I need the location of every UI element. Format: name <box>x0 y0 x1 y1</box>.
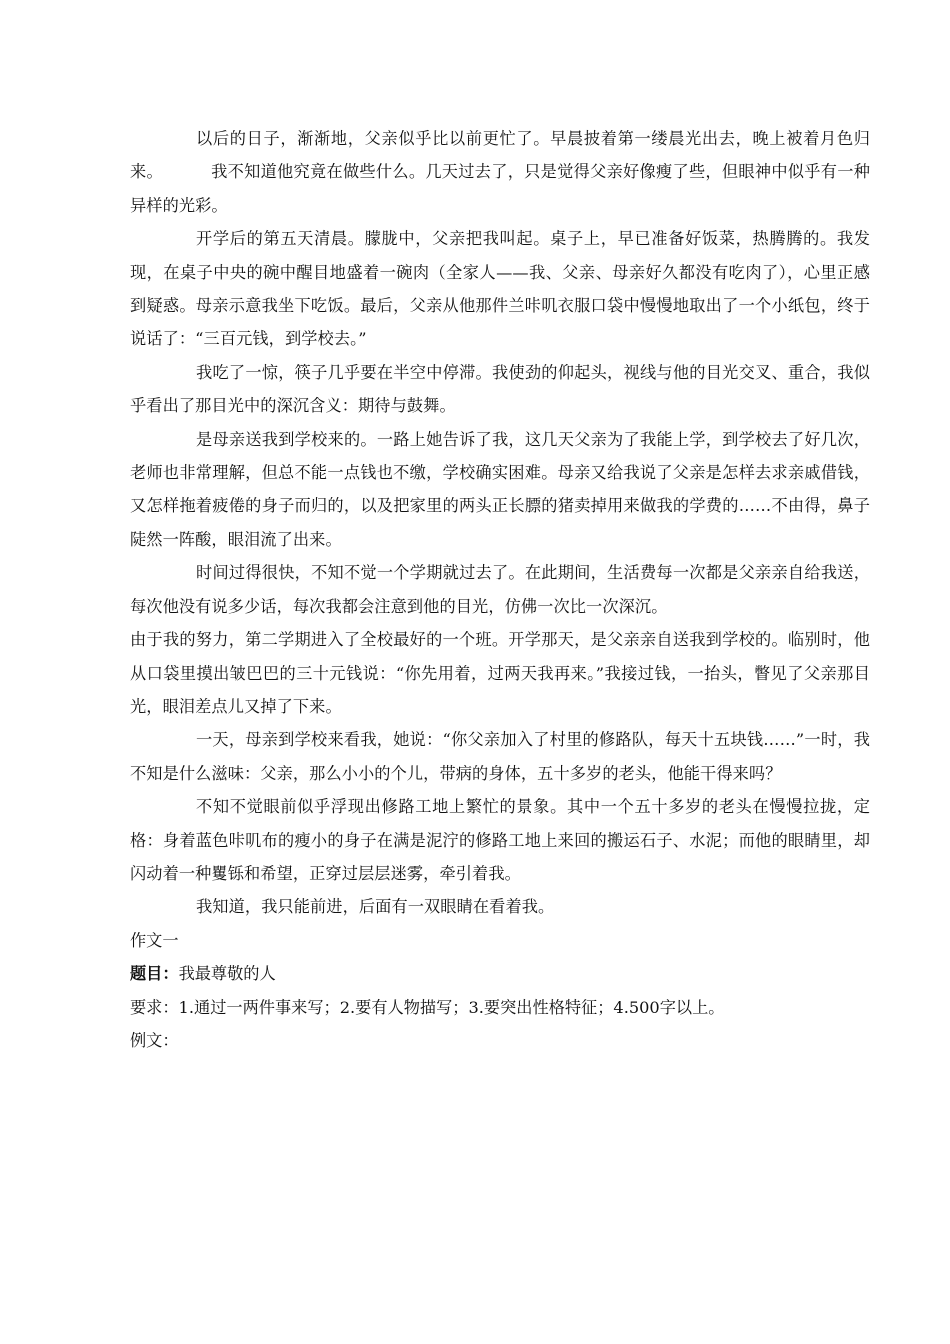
paragraph-3: 我吃了一惊，筷子几乎要在半空中停滞。我使劲的仰起头，视线与他的目光交叉、重合，我似乎看出了那目光中的深沉含义：期待与鼓舞。 <box>130 362 870 416</box>
document-page <box>130 122 870 1057</box>
paragraph-8: 不知不觉眼前似乎浮现出修路工地上繁忙的景象。其中一个五十多岁的老头在慢慢拉拢，定格：身着蓝色咔叽布的瘦小的身子在满是泥泞的修路工地上来回的搬运石子、水泥；而他的眼睛里，却闪动着一种矍铄和希望，正穿过层层迷雾，牵引着我。 <box>130 797 870 883</box>
paragraph-7: 一天，母亲到学校来看我，她说：“你父亲加入了村里的修路队，每天十五块钱……”一时，我不知是什么滋味：父亲，那么小小的个儿，带病的身体，五十多岁的老头，他能干得来吗？ <box>130 730 870 783</box>
example-label: 例文： <box>130 1030 179 1050</box>
paragraph-9: 我知道，我只能前进，后面有一双眼睛在看着我。 <box>196 897 555 917</box>
paragraph-5: 时间过得很快，不知不觉一个学期就过去了。在此期间，生活费每一次都是父亲亲自给我送，每次他没有说多少话，每次我都会注意到他的目光，仿佛一次比一次深沉。 <box>130 563 870 616</box>
section-label: 作文一 <box>130 930 179 950</box>
title-line <box>130 957 870 990</box>
paragraph-6: 由于我的努力，第二学期进入了全校最好的一个班。开学那天，是父亲亲自送我到学校的。临别时，他从口袋里摸出皱巴巴的三十元钱说：“你先用着，过两天我再来。”我接过钱，一抬头，瞥见了父亲那目光，眼泪差点儿又掉了下来。 <box>130 630 870 716</box>
paragraph-2: 开学后的第五天清晨。朦胧中，父亲把我叫起。桌子上，早已准备好饭菜，热腾腾的。我发现，在桌子中央的碗中醒目地盛着一碗肉（全家人——我、父亲、母亲好久都没有吃肉了），心里正感到疑惑。母亲示意我坐下吃饭。最后，父亲从他那件兰咔叽衣服口袋中慢慢地取出了一个小纸包，终于说话了：“三百元钱，到学校去。” <box>130 229 870 349</box>
paragraph-1b-text: 我不知道他究竟在做些什么。几天过去了，只是觉得父亲好像瘦了些，但眼神中似乎有一种异样的光彩。 <box>130 162 870 215</box>
requirements-line: 要求：1.通过一两件事来写；2.要有人物描写；3.要突出性格特征；4.500字以上。 <box>130 997 725 1017</box>
title-text: 我最尊敬的人 <box>178 964 276 984</box>
paragraph-1 <box>130 122 870 222</box>
paragraph-4: 是母亲送我到学校来的。一路上她告诉了我，这几天父亲为了我能上学，到学校去了好几次，老师也非常理解，但总不能一点钱也不缴，学校确实困难。母亲又给我说了父亲是怎样去求亲戚借钱，又怎样拖着疲倦的身子而归的，以及把家里的两头正长膘的猪卖掉用来做我的学费的……不由得，鼻子陡然一阵酸，眼泪流了出来。 <box>130 429 870 549</box>
paragraph-1-text: 以后的日子，渐渐地，父亲似乎比以前更忙了。早晨披着第一缕晨光出去，晚上被着月色归来。 <box>130 129 870 182</box>
title-label: 题目： <box>130 964 179 984</box>
